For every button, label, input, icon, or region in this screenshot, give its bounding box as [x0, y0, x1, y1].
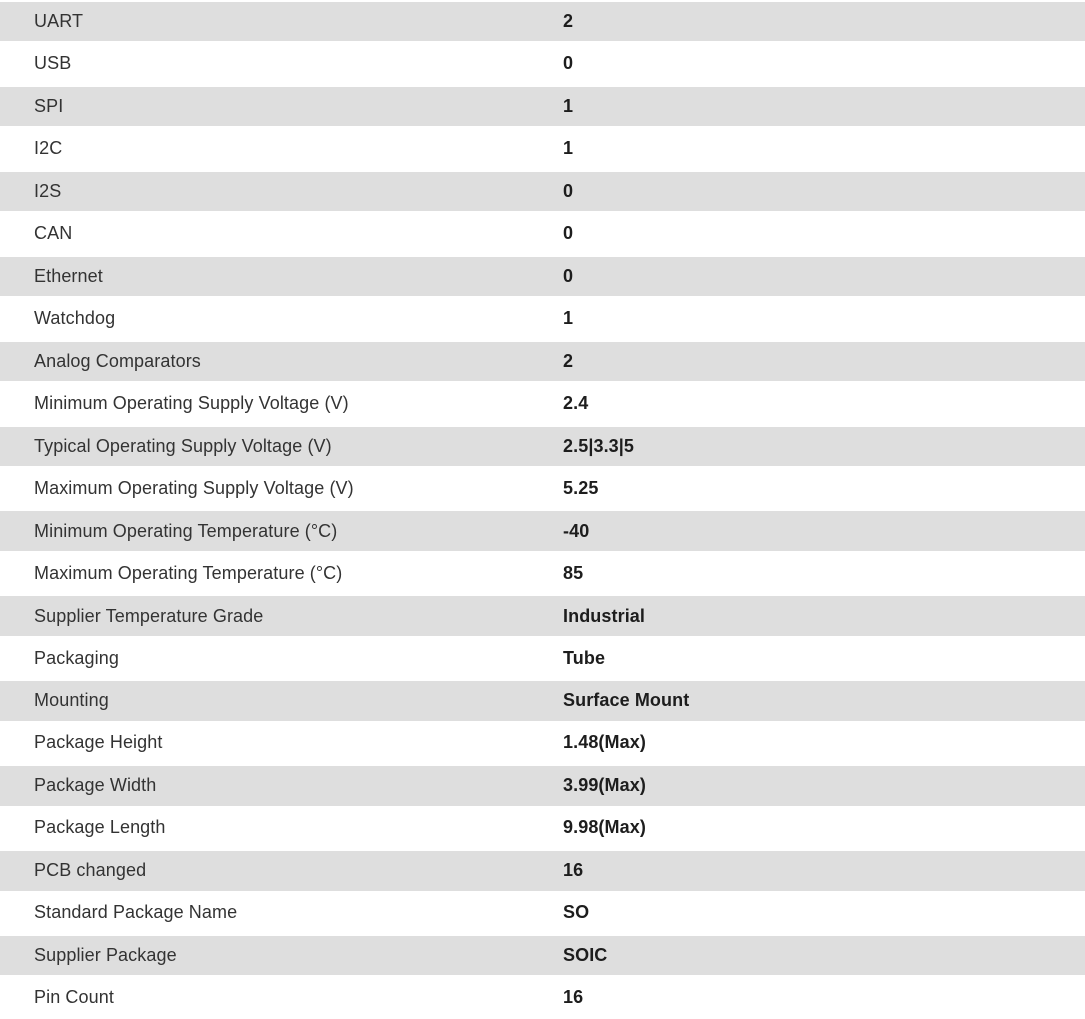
- table-row: [0, 212, 1085, 254]
- spec-label: SPI: [34, 96, 64, 117]
- table-row: [0, 297, 1085, 339]
- table-row: [0, 807, 1085, 849]
- table-row: [0, 892, 1085, 934]
- spec-label: Package Length: [34, 817, 166, 838]
- table-row: [0, 467, 1085, 509]
- spec-value: 3.99(Max): [563, 775, 646, 796]
- spec-value: 5.25: [563, 477, 599, 498]
- table-row: [0, 594, 1085, 636]
- spec-value: 0: [563, 181, 574, 202]
- table-row: [0, 849, 1085, 891]
- spec-label: USB: [34, 53, 72, 74]
- spec-label: I2S: [34, 181, 62, 202]
- spec-label: PCB changed: [34, 860, 147, 881]
- spec-value: SOIC: [563, 945, 608, 966]
- spec-label: Supplier Temperature Grade: [34, 605, 264, 626]
- table-row: [0, 764, 1085, 806]
- spec-value: 16: [563, 860, 584, 881]
- spec-value: Industrial: [563, 605, 646, 626]
- table-row: [0, 552, 1085, 594]
- spec-value: 0: [563, 265, 574, 286]
- table-row: [0, 170, 1085, 212]
- spec-value: 0: [563, 53, 574, 74]
- table-row: [0, 637, 1085, 679]
- spec-label: Typical Operating Supply Voltage (V): [34, 435, 332, 456]
- spec-value: 2: [563, 11, 574, 32]
- spec-value: 85: [563, 562, 584, 583]
- table-row: [0, 340, 1085, 382]
- spec-value: 9.98(Max): [563, 817, 646, 838]
- table-row: [0, 425, 1085, 467]
- spec-label: Analog Comparators: [34, 350, 201, 371]
- table-row: [0, 509, 1085, 551]
- spec-label: Packaging: [34, 647, 119, 668]
- table-row: [0, 85, 1085, 127]
- spec-value: 1: [563, 307, 574, 328]
- spec-label: Ethernet: [34, 265, 103, 286]
- spec-value: 1: [563, 138, 574, 159]
- spec-label: Mounting: [34, 690, 109, 711]
- spec-value: 2.4: [563, 392, 589, 413]
- spec-label: Package Width: [34, 775, 157, 796]
- spec-label: I2C: [34, 138, 63, 159]
- table-row: [0, 382, 1085, 424]
- table-row: [0, 42, 1085, 84]
- table-row: [0, 255, 1085, 297]
- spec-label: CAN: [34, 222, 73, 243]
- spec-label: Watchdog: [34, 307, 116, 328]
- spec-value: 16: [563, 987, 584, 1008]
- spec-value: SO: [563, 902, 590, 923]
- spec-value: 2.5|3.3|5: [563, 435, 635, 456]
- table-row: [0, 0, 1085, 42]
- spec-value: Surface Mount: [563, 690, 690, 711]
- spec-label: Package Height: [34, 732, 163, 753]
- table-row: [0, 976, 1085, 1018]
- spec-label: Standard Package Name: [34, 902, 238, 923]
- spec-label: Maximum Operating Temperature (°C): [34, 562, 343, 583]
- table-row: [0, 679, 1085, 721]
- spec-value: 1: [563, 96, 574, 117]
- table-row: [0, 127, 1085, 169]
- spec-value: -40: [563, 520, 590, 541]
- spec-value: 1.48(Max): [563, 732, 646, 753]
- table-row: [0, 934, 1085, 976]
- spec-label: Minimum Operating Temperature (°C): [34, 520, 338, 541]
- spec-value: 0: [563, 222, 574, 243]
- spec-value: Tube: [563, 647, 606, 668]
- spec-value: 2: [563, 350, 574, 371]
- spec-label: Supplier Package: [34, 945, 177, 966]
- spec-label: Pin Count: [34, 987, 114, 1008]
- spec-label: Maximum Operating Supply Voltage (V): [34, 477, 354, 498]
- spec-label: Minimum Operating Supply Voltage (V): [34, 392, 349, 413]
- table-row: [0, 722, 1085, 764]
- spec-label: UART: [34, 11, 84, 32]
